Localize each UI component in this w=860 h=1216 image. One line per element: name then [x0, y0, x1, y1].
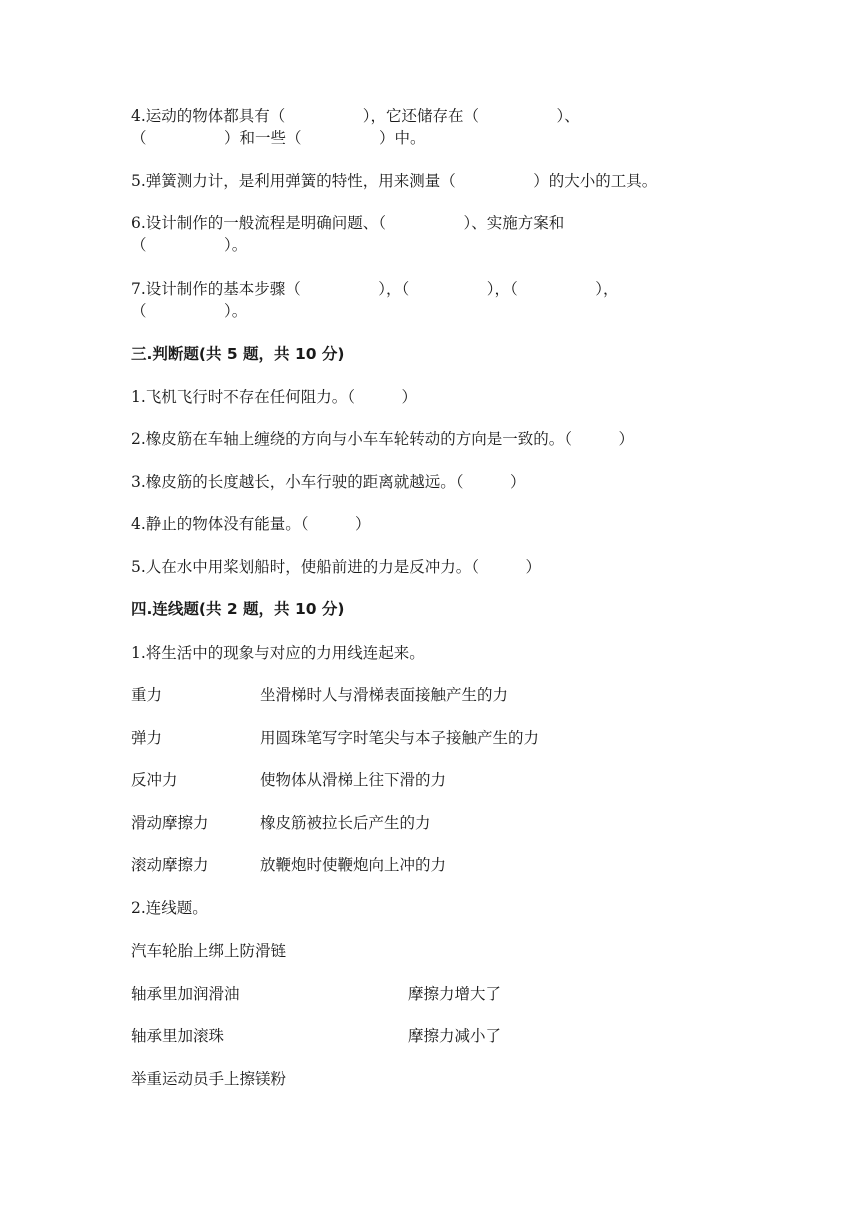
q2-left-item: 轴承里加滚珠: [131, 1027, 225, 1045]
q5-line1: 5.弹簧测力计，是利用弹簧的特性，用来测量（ ）的大小的工具。: [131, 172, 658, 190]
q2-left-item: 汽车轮胎上绑上防滑链: [131, 942, 287, 960]
q6-line1: 6.设计制作的一般流程是明确问题、（ ）、实施方案和: [131, 214, 565, 232]
q1-right-item: 放鞭炮时使鞭炮向上冲的力: [260, 856, 447, 874]
q1-left-item: 反冲力: [131, 771, 178, 789]
q1-right-item: 橡皮筋被拉长后产生的力: [260, 814, 431, 832]
q7-line2: （ ）。: [131, 302, 248, 320]
s4-q1-prompt: 1.将生活中的现象与对应的力用线连起来。: [131, 644, 425, 662]
section4-title: 四.连线题(共 2 题，共 10 分): [131, 600, 345, 618]
q2-left-item: 轴承里加润滑油: [131, 985, 240, 1003]
q4-line1: 4.运动的物体都具有（ ），它还储存在（ ）、: [131, 107, 580, 125]
s3-item-3: 3.橡皮筋的长度越长，小车行驶的距离就越远。（ ）: [131, 473, 526, 491]
q7-line1: 7.设计制作的基本步骤（ ），（ ），（ ），: [131, 280, 619, 298]
s3-item-2: 2.橡皮筋在车轴上缠绕的方向与小车车轮转动的方向是一致的。（ ）: [131, 430, 635, 448]
s3-item-1: 1.飞机飞行时不存在任何阻力。（ ）: [131, 388, 418, 406]
q1-right-item: 坐滑梯时人与滑梯表面接触产生的力: [260, 686, 509, 704]
q1-right-item: 用圆珠笔写字时笔尖与本子接触产生的力: [260, 729, 540, 747]
q4-line2: （ ）和一些（ ）中。: [131, 129, 426, 147]
q6-line2: （ ）。: [131, 236, 248, 254]
q2-left-item: 举重运动员手上擦镁粉: [131, 1070, 287, 1088]
q1-left-item: 滑动摩擦力: [131, 814, 209, 832]
s3-item-5: 5.人在水中用桨划船时，使船前进的力是反冲力。（ ）: [131, 558, 542, 576]
q2-right-item: 摩擦力减小了: [408, 1027, 502, 1045]
q1-right-item: 使物体从滑梯上往下滑的力: [260, 771, 447, 789]
q1-left-item: 弹力: [131, 729, 163, 747]
s4-q2-prompt: 2.连线题。: [131, 899, 208, 917]
q1-left-item: 重力: [131, 686, 163, 704]
q2-right-item: 摩擦力增大了: [408, 985, 502, 1003]
section3-title: 三.判断题(共 5 题，共 10 分): [131, 345, 345, 363]
q1-left-item: 滚动摩擦力: [131, 856, 209, 874]
s3-item-4: 4.静止的物体没有能量。（ ）: [131, 515, 371, 533]
